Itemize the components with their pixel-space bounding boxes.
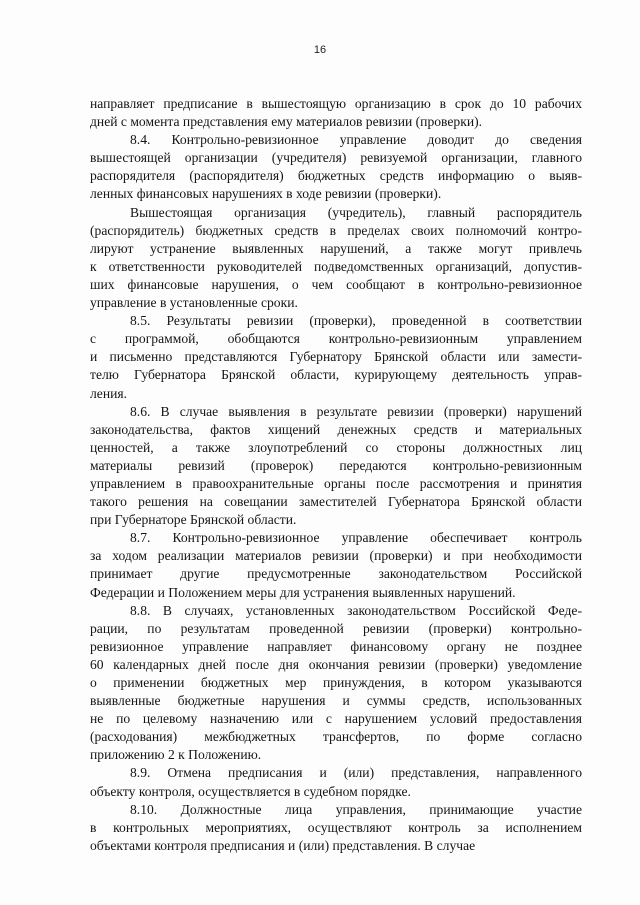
text-line: управление в установленные сроки. <box>90 295 298 311</box>
text-line: ления. <box>90 385 128 401</box>
text-line: (расходования) межбюджетных трансфертов, по форме согласно <box>90 729 582 745</box>
paragraph <box>90 403 582 530</box>
text-line: к ответственности руководителей подведомственных организаций, допустив- <box>90 258 582 274</box>
text-line: распорядителя (распорядителя) бюджетных средств информацию о выяв- <box>90 168 582 184</box>
text-line: вышестоящей организации (учредителя) ревизуемой организации, главного <box>90 150 582 166</box>
text-line: дней с момента представления ему материалов ревизии (проверки). <box>90 114 483 130</box>
text-line: Федерации и Положением меры для устранения выявленных нарушений. <box>90 584 516 600</box>
text-line: выявленные бюджетные нарушения и суммы средств, использованных <box>90 693 582 709</box>
paragraph <box>90 602 582 765</box>
text-line: ленных финансовых нарушениях в ходе ревизии (проверки). <box>90 186 442 202</box>
paragraph <box>90 95 582 131</box>
paragraph <box>90 529 582 601</box>
page-number: 16 <box>313 44 327 56</box>
text-line: ших финансовые нарушения, о чем сообщают в контрольно-ревизионное <box>90 276 582 292</box>
text-line: материалы ревизий (проверок) передаются контрольно-ревизионным <box>90 457 582 473</box>
text-line: ценностей, а также злоупотреблений со стороны должностных лиц <box>90 439 582 455</box>
text-line: 8.8. В случаях, установленных законодательством Российской Феде- <box>130 602 582 618</box>
text-line: 60 календарных дней после дня окончания ревизии (проверки) уведомление <box>90 656 582 672</box>
document-body <box>90 95 582 855</box>
text-line: управлением в правоохранительные органы после рассмотрения и принятия <box>90 475 582 491</box>
text-line: при Губернаторе Брянской области. <box>90 512 297 528</box>
text-line: такого решения на совещании заместителей Губернатора Брянской области <box>90 494 582 510</box>
text-line: 8.10. Должностные лица управления, принимающие участие <box>130 801 582 817</box>
text-line: и письменно представляются Губернатору Брянской области или замести- <box>90 349 582 365</box>
text-line: лируют устранение выявленных нарушений, а также могут привлечь <box>90 240 582 256</box>
text-line: объекту контроля, осуществляется в судебном порядке. <box>90 783 411 799</box>
text-line: направляет предписание в вышестоящую организацию в срок до 10 рабочих <box>90 96 582 111</box>
text-line: о применении бюджетных мер принуждения, в котором указываются <box>90 675 582 690</box>
text-line: за ходом реализации материалов ревизии (проверки) и при необходимости <box>90 548 582 564</box>
text-line: ревизионное управление направляет финансовому органу не позднее <box>90 638 582 654</box>
text-line: 8.4. Контрольно-ревизионное управление доводит до сведения <box>130 132 582 148</box>
text-line: 8.5. Результаты ревизии (проверки), проведенной в соответствии <box>130 313 582 329</box>
text-line: объектами контроля предписания и (или) представления. В случае <box>90 837 476 853</box>
text-line: приложению 2 к Положению. <box>90 747 262 763</box>
text-line: законодательства, фактов хищений денежных средств и материальных <box>90 421 582 437</box>
text-line: рации, по результатам проведенной ревизии (проверки) контрольно- <box>90 620 582 636</box>
text-line: не по целевому назначению или с нарушением условий предоставления <box>90 711 582 727</box>
text-line: телю Губернатора Брянской области, курирующему деятельность управ- <box>90 367 582 383</box>
paragraph <box>90 801 582 855</box>
text-line: в контрольных мероприятиях, осуществляют контроль за исполнением <box>90 819 582 835</box>
text-line: (распорядитель) бюджетных средств в пределах своих полномочий контро- <box>90 222 582 238</box>
text-line: принимает другие предусмотренные законодательством Российской <box>90 566 582 582</box>
paragraph <box>90 764 582 800</box>
text-line: с программой, обобщаются контрольно-ревизионным управлением <box>90 331 582 347</box>
text-line: 8.6. В случае выявления в результате ревизии (проверки) нарушений <box>130 403 582 419</box>
paragraph <box>90 131 582 203</box>
text-line: Вышестоящая организация (учредитель), главный распорядитель <box>130 204 582 220</box>
paragraph <box>90 204 582 313</box>
text-line: 8.9. Отмена предписания и (или) представления, направленного <box>130 765 582 781</box>
paragraph <box>90 312 582 402</box>
text-line: 8.7. Контрольно-ревизионное управление обеспечивает контроль <box>130 530 582 546</box>
